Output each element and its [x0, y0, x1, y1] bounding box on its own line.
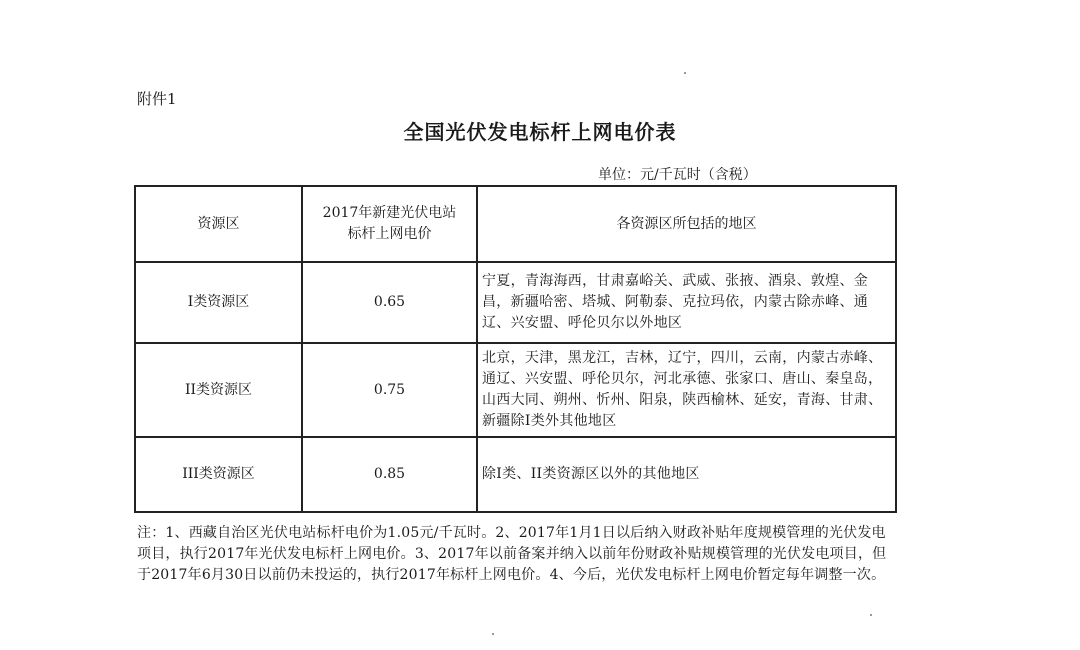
header-price-label: 2017年新建光伏电站标杆上网电价: [322, 205, 457, 242]
areas-text: 北京，天津，黑龙江，吉林，辽宁，四川，云南，内蒙古赤峰、通辽、兴安盟、呼伦贝尔，河北承德、张家口、唐山、秦皇岛，山西大同、朔州、忻州、阳泉，陕西榆林、延安，青海、甘肃、新疆除I类外其他地区: [482, 350, 883, 429]
header-price: [302, 186, 477, 262]
price-cell: [302, 437, 477, 512]
header-areas: [477, 186, 896, 262]
price-cell: [302, 262, 477, 343]
table-row: [135, 262, 896, 343]
header-zone-label: 资源区: [197, 215, 240, 232]
scan-speck: [492, 633, 494, 635]
areas-cell: [477, 262, 896, 343]
areas-text: 宁夏，青海海西，甘肃嘉峪关、武威、张掖、酒泉、敦煌、金昌，新疆哈密、塔城、阿勒泰、克拉玛依，内蒙古除赤峰、通辽、兴安盟、呼伦贝尔以外地区: [482, 273, 869, 331]
footnote: 注：1、西藏自治区光伏电站标杆电价为1.05元/千瓦时。2、2017年1月1日以后纳入财政补贴年度规模管理的光伏发电项目，执行2017年光伏发电标杆上网电价。3、2017年以前备案并纳入以前年份财政补贴规模管理的光伏发电项目，但于2017年6月30日以前仍未投运的，执行2017年标杆上网电价。4、今后，光伏发电标杆上网电价暂定每年调整一次。: [137, 525, 887, 583]
areas-cell: [477, 343, 896, 437]
table-row: [135, 437, 896, 512]
price-value: 0.85: [373, 466, 406, 482]
zone-cell: [135, 262, 302, 343]
header-areas-label: 各资源区所包括的地区: [616, 215, 757, 232]
document-title: 全国光伏发电标杆上网电价表: [403, 120, 677, 144]
areas-cell: [477, 437, 896, 512]
price-value: 0.75: [373, 381, 406, 398]
unit-label: 单位：元/千瓦时（含税）: [598, 167, 757, 183]
price-cell: [302, 343, 477, 437]
table-header-row: [135, 186, 896, 262]
scan-speck: [870, 614, 872, 616]
zone-cell: [135, 437, 302, 512]
scan-speck: [684, 72, 686, 74]
zone-label: II类资源区: [184, 381, 253, 398]
header-zone: [135, 186, 302, 262]
attachment-label: 附件1: [137, 90, 177, 108]
zone-label: III类资源区: [182, 466, 255, 482]
table-row: [135, 343, 896, 437]
zone-cell: [135, 343, 302, 437]
price-table: [134, 185, 897, 513]
areas-text: 除I类、II类资源区以外的其他地区: [482, 466, 700, 482]
price-value: 0.65: [373, 294, 406, 310]
zone-label: I类资源区: [187, 294, 250, 310]
